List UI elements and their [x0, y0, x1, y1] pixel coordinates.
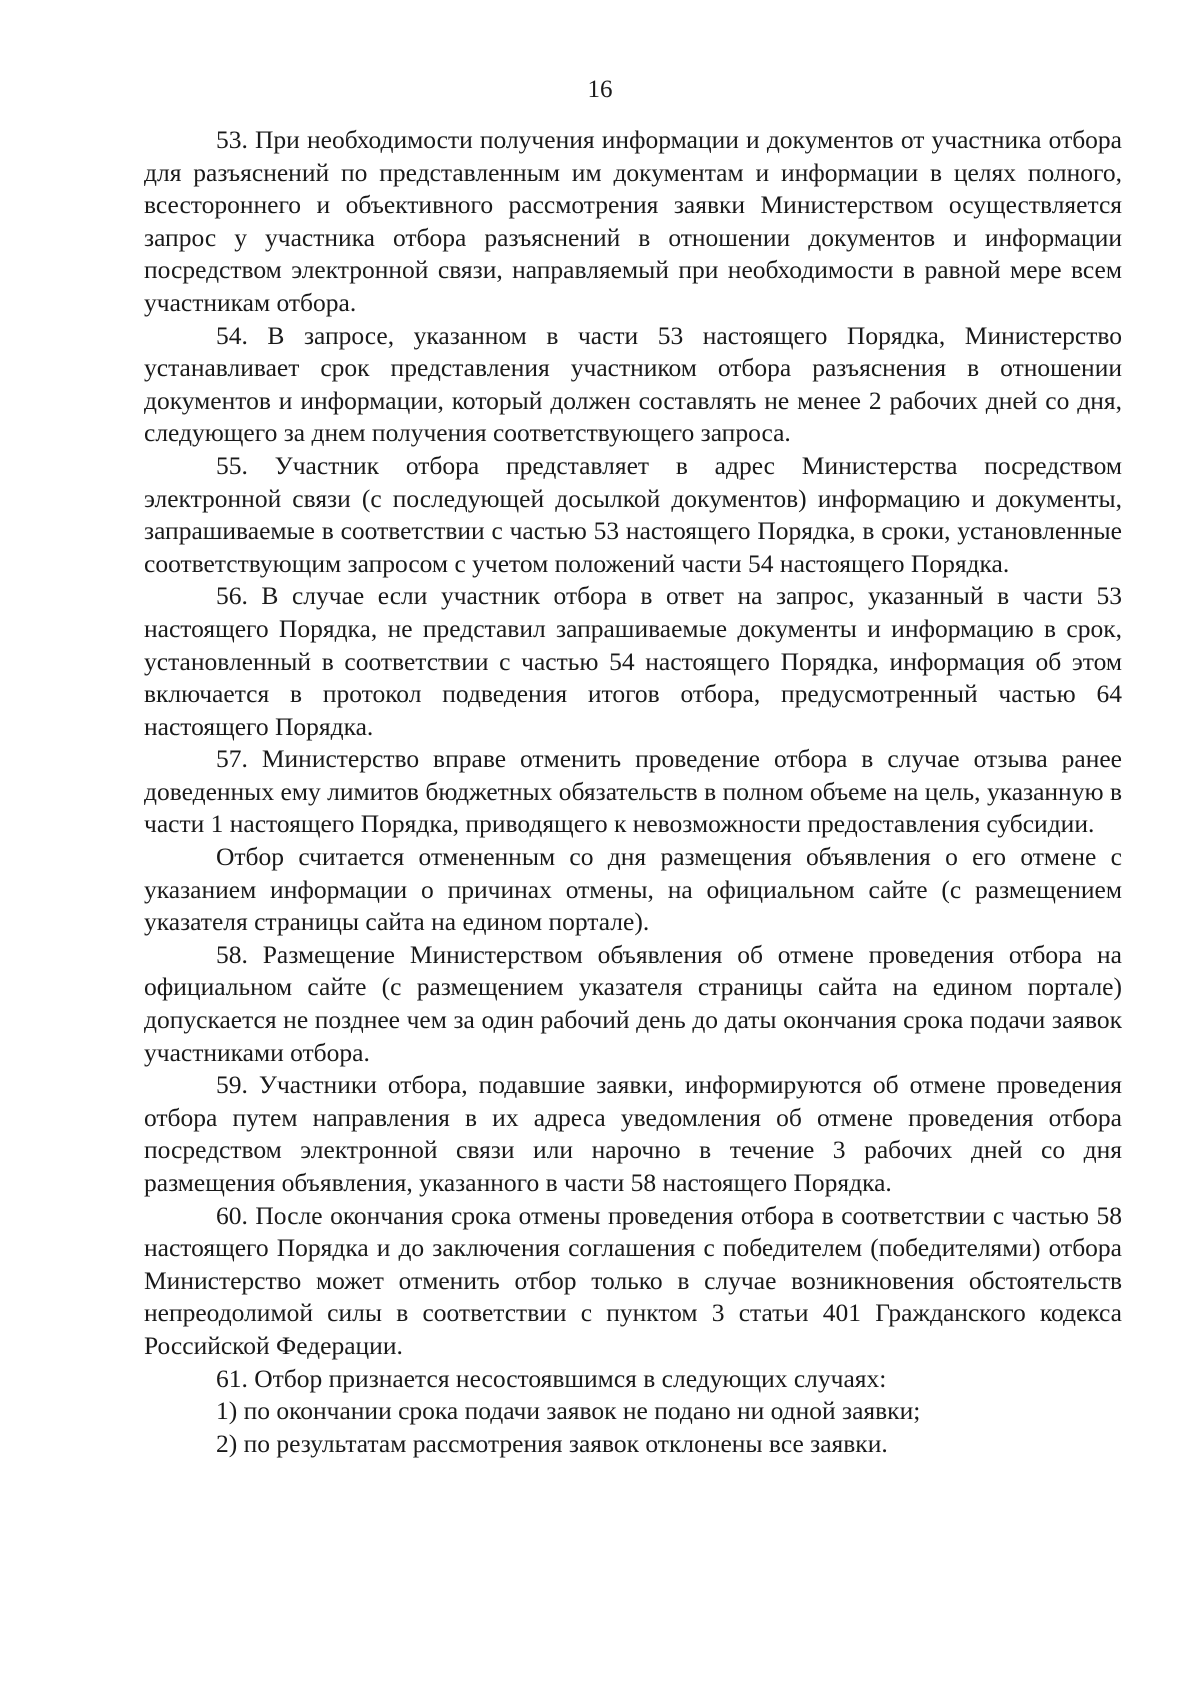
paragraph-61-item-2: 2) по результатам рассмотрения заявок отклонены все заявки. — [216, 1428, 888, 1458]
paragraph-55: 55. Участник отбора представляет в адрес Министерства посредством электронной связи (с последующей досылкой документов) информацию и документы, запрашиваемые в соответствии с частью 53 настоящего Порядка, в сроки, установленные соответствующим запросом с учетом положений части 54 настоящего Порядка. — [144, 450, 1122, 578]
paragraph-61-item-1: 1) по окончании срока подачи заявок не подано ни одной заявки; — [216, 1396, 921, 1426]
paragraph-57: 57. Министерство вправе отменить проведение отбора в случае отзыва ранее доведенных ему лимитов бюджетных обязательств в полном объеме на цель, указанную в части 1 настоящего Порядка, приводящего к невозможности предоставления субсидии. — [144, 744, 1122, 839]
paragraph-59: 59. Участники отбора, подавшие заявки, информируются об отмене проведения отбора путем направления в их адреса уведомления об отмене проведения отбора посредством электронной связи или нарочно в течение 3 рабочих дней со дня размещения объявления, указанного в части 58 настоящего Порядка. — [144, 1070, 1122, 1197]
paragraph-54: 54. В запросе, указанном в части 53 настоящего Порядка, Министерство устанавливает срок представления участником отбора разъяснения в отношении документов и информации, который должен составлять не менее 2 рабочих дней со дня, следующего за днем получения соответствующего запроса. — [144, 320, 1122, 448]
paragraph-53: 53. При необходимости получения информации и документов от участника отбора для разъяснений по представленным им документам и информации в целях полного, всестороннего и объективного рассмотрения заявки Министерством осуществляется запрос у участника отбора разъяснений в отношении документов и информации посредством электронной связи, направляемый при необходимости в равной мере всем участникам отбора. — [144, 125, 1122, 317]
page-number: 16 — [587, 76, 613, 103]
paragraph-58: 58. Размещение Министерством объявления об отмене проведения отбора на официальном сайте (с размещением указателя страницы сайта на едином портале) допускается не позднее чем за один рабочий день до даты окончания срока подачи заявок участниками отбора. — [144, 939, 1122, 1067]
paragraph-56: 56. В случае если участник отбора в ответ на запрос, указанный в части 53 настоящего Порядка, не представил запрашиваемые документы и информацию в срок, установленный в соответствии с частью 54 настоящего Порядка, информация об этом включается в протокол подведения итогов отбора, предусмотренный частью 64 настоящего Порядка. — [144, 581, 1122, 741]
paragraph-61: 61. Отбор признается несостоявшимся в следующих случаях: — [216, 1363, 887, 1393]
document-body — [144, 124, 1122, 1460]
paragraph-60: 60. После окончания срока отмены проведения отбора в соответствии с частью 58 настоящего Порядка и до заключения соглашения с победителем (победителями) отбора Министерство может отменить отбор только в случае возникновения обстоятельств непреодолимой силы в соответствии с пунктом 3 статьи 401 Гражданского кодекса Российской Федерации. — [144, 1200, 1122, 1360]
paragraph-57-continued: Отбор считается отмененным со дня размещения объявления о его отмене с указанием информации о причинах отмены, на официальном сайте (с размещением указателя страницы сайта на едином портале). — [144, 842, 1122, 937]
